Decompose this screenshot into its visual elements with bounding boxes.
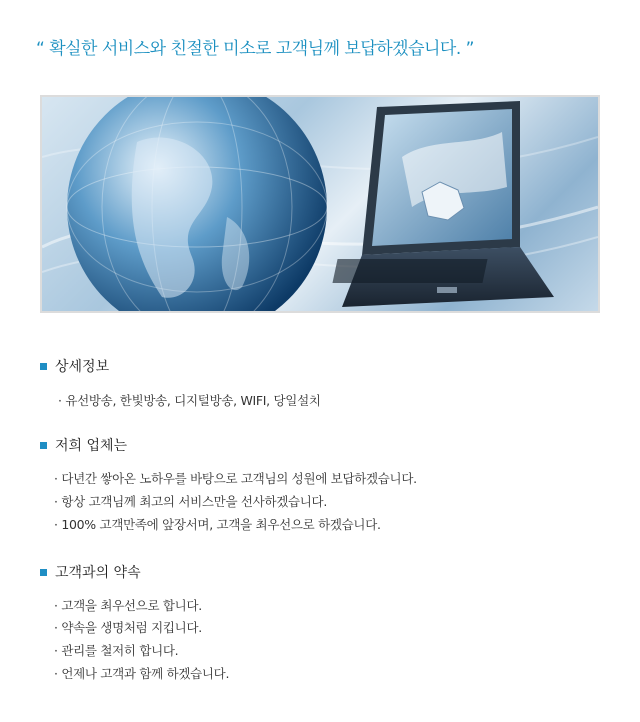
laptop-graphic bbox=[332, 101, 554, 307]
square-bullet-icon bbox=[40, 569, 47, 576]
list-item: · 100% 고객만족에 앞장서며, 고객을 최우선으로 하겠습니다. bbox=[54, 517, 381, 532]
list-item: · 다년간 쌓아온 노하우를 바탕으로 고객님의 성원에 보답하겠습니다. bbox=[54, 471, 417, 486]
tagline: “ 확실한 서비스와 친절한 미소로 고객님께 보답하겠습니다. ” bbox=[36, 39, 474, 59]
globe-graphic bbox=[67, 97, 327, 311]
list-item: · 약속을 생명처럼 지킵니다. bbox=[54, 620, 202, 635]
section-title-promise bbox=[40, 562, 141, 582]
section-title-text: 상세정보 bbox=[55, 359, 110, 375]
list-item: · 언제나 고객과 함께 하겠습니다. bbox=[54, 666, 230, 681]
list-item: · 관리를 철저히 합니다. bbox=[54, 643, 179, 658]
section-title-company bbox=[40, 435, 127, 455]
list-item: · 항상 고객님께 최고의 서비스만을 선사하겠습니다. bbox=[54, 494, 327, 509]
square-bullet-icon bbox=[40, 363, 47, 370]
section-title-details bbox=[40, 356, 109, 376]
section-title-text: 고객과의 약속 bbox=[55, 565, 141, 581]
section-title-text: 저희 업체는 bbox=[55, 438, 128, 454]
list-item: · 유선방송, 한빛방송, 디지털방송, WIFI, 당일설치 bbox=[58, 393, 321, 408]
banner-image bbox=[40, 95, 600, 313]
list-item: · 고객을 최우선으로 합니다. bbox=[54, 598, 202, 613]
square-bullet-icon bbox=[40, 442, 47, 449]
